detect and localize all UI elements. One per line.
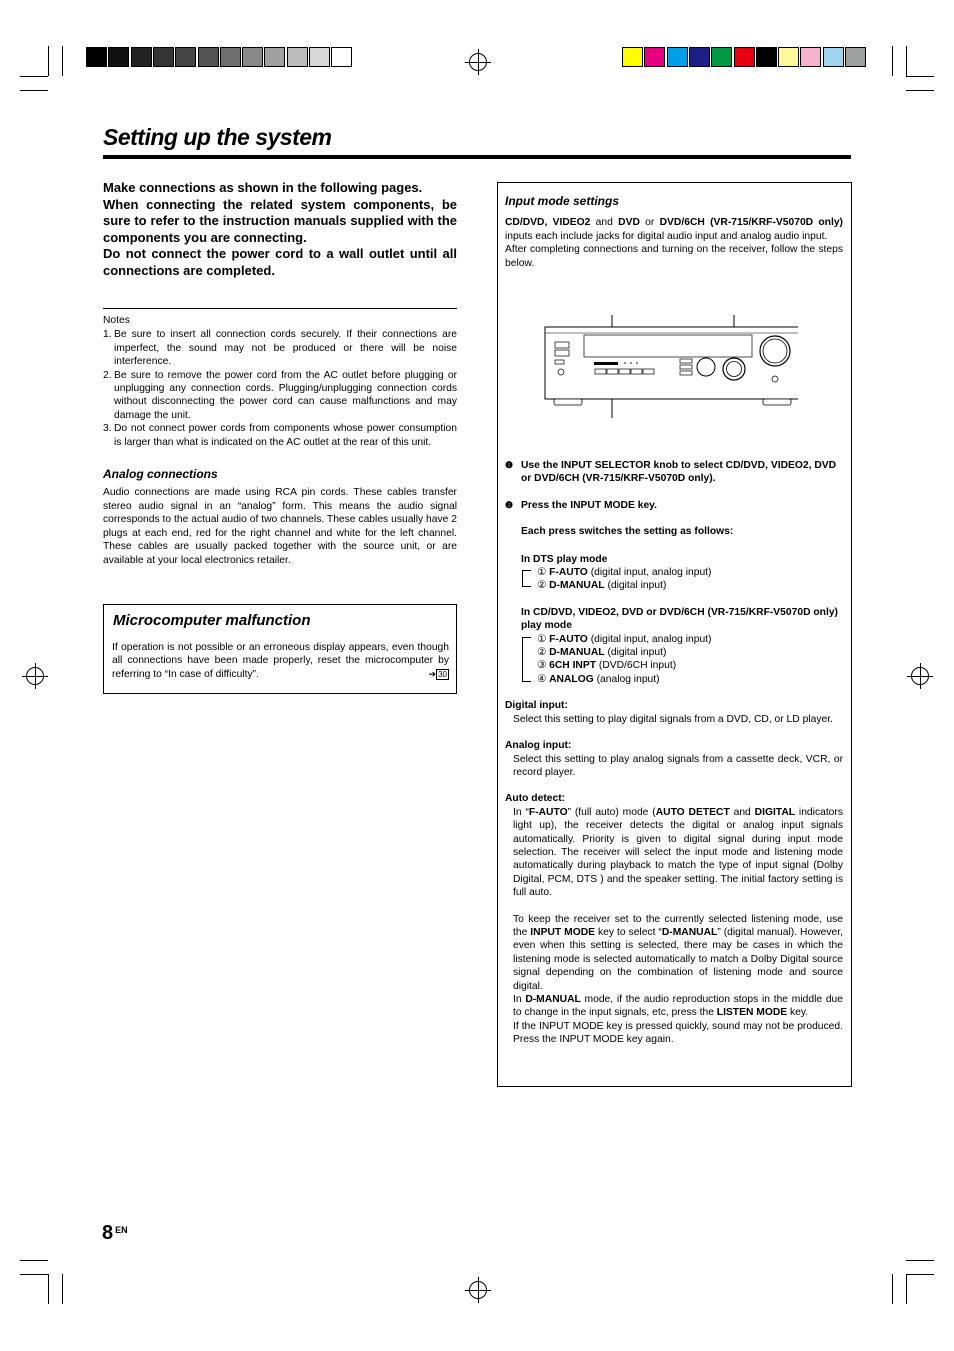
dts-options <box>505 566 843 593</box>
color-swatch <box>756 47 777 67</box>
color-swatch <box>845 47 866 67</box>
crop-mark <box>906 1274 907 1304</box>
intro-line: When connecting the related system components, be sure to refer to the instruction manuals supplied with the components you are connecting. <box>103 196 457 245</box>
gray-swatch <box>309 47 330 67</box>
gray-swatch <box>264 47 285 67</box>
registration-mark-icon <box>911 667 929 685</box>
crop-mark <box>62 1274 63 1304</box>
step-2-icon: ❷ <box>505 499 514 510</box>
crop-mark <box>62 46 63 76</box>
gray-swatch <box>331 47 352 67</box>
cd-options <box>505 633 843 687</box>
dts-heading: In DTS play mode <box>521 553 608 565</box>
microcomputer-box <box>103 604 457 694</box>
crop-mark <box>906 90 934 91</box>
option-item: ② D-MANUAL (digital input) <box>537 580 667 592</box>
analog-body: Audio connections are made using RCA pin cords. These cables transfer stereo audio signal in an “analog” form. This means the audio signal corresponds to the actual audio of two channels. These cables usually have 2 plugs at each end, red for the right channel and white for the left channel. These cables are usually packed together with the source unit, or are available at your local electronics retailer. <box>103 487 457 566</box>
notes-heading: Notes <box>103 315 130 326</box>
option-item: ① F-AUTO (digital input, analog input) <box>537 633 712 645</box>
analog-input-body: Select this setting to play analog signals from a cassette deck, VCR, or record player. <box>513 753 843 778</box>
crop-mark <box>906 46 907 76</box>
crop-mark <box>20 1260 48 1261</box>
crop-mark <box>20 90 48 91</box>
notes-section <box>103 314 457 567</box>
crop-mark <box>20 1274 48 1275</box>
crop-mark <box>906 1274 934 1275</box>
title-rule <box>103 155 851 159</box>
crop-mark <box>20 76 48 77</box>
gray-swatch <box>242 47 263 67</box>
crop-mark <box>48 1274 49 1304</box>
gray-swatch <box>86 47 107 67</box>
d-manual-text: In D-MANUAL mode, if the audio reproduction stops in the middle due to change in the input signals, etc, press the LISTEN MODE key. <box>513 994 843 1019</box>
color-swatch <box>644 47 665 67</box>
color-swatch <box>711 47 732 67</box>
cycle-arrow-icon <box>522 570 531 587</box>
micro-title: Microcomputer malfunction <box>113 612 311 629</box>
digital-input-body: Select this setting to play digital signals from a DVD, CD, or LD player. <box>513 713 833 725</box>
cd-heading: In CD/DVD, VIDEO2, DVD or DVD/6CH (VR-715/KRF-V5070D only) play mode <box>521 606 838 632</box>
auto-detect-body: In “F-AUTO” (full auto) mode (AUTO DETECT and DIGITAL indicators light up), the receiver detects the digital or analog input signals automatically. Priority is given to digital signal during input mode selection. The receiver will select the input mode and listening mode automatically during playback to match the type of input signal (Dolby Digital, PCM, DTS ) and the speaker setting. The initial factory setting is full auto. <box>513 806 843 899</box>
input-mode-intro: CD/DVD, VIDEO2 and DVD or DVD/6CH (VR-715/KRF-V5070D only) inputs each include jacks for digital audio input and analog audio input. <box>505 217 843 242</box>
divider <box>103 308 457 309</box>
option-item: ② D-MANUAL (digital input) <box>537 647 667 659</box>
color-swatch <box>667 47 688 67</box>
color-swatch <box>823 47 844 67</box>
note-item: 3. Do not connect power cords from components whose power consumption is larger than what is indicated on the AC outlet at the rear of this unit. <box>103 423 457 448</box>
intro-line: Make connections as shown in the following pages. <box>103 180 423 195</box>
gray-swatch <box>108 47 129 67</box>
gray-swatch <box>153 47 174 67</box>
gray-swatch <box>287 47 308 67</box>
input-mode-intro-2: After completing connections and turning on the receiver, follow the steps below. <box>505 244 843 269</box>
registration-mark-icon <box>469 53 487 71</box>
color-swatch <box>622 47 643 67</box>
color-swatch <box>778 47 799 67</box>
crop-mark <box>892 1274 893 1304</box>
option-item: ④ ANALOG (analog input) <box>537 673 660 685</box>
gray-swatch <box>131 47 152 67</box>
crop-mark <box>906 1260 934 1261</box>
intro-line: Do not connect the power cord to a wall outlet until all connections are completed. <box>103 246 457 278</box>
cycle-arrow-icon <box>522 637 531 682</box>
input-mode-heading: Input mode settings <box>505 194 619 208</box>
page-ref-icon: ➔ 30 <box>428 668 447 679</box>
gray-swatch <box>175 47 196 67</box>
color-swatch <box>734 47 755 67</box>
registration-mark-icon <box>26 667 44 685</box>
step-2: ❷ Press the INPUT MODE key. <box>505 499 658 511</box>
step-1: ❶ Use the INPUT SELECTOR knob to select CD/DVD, VIDEO2, DVD or DVD/6CH (VR-715/KRF-V5070D only). <box>505 460 837 485</box>
color-swatch <box>800 47 821 67</box>
gray-swatch <box>198 47 219 67</box>
option-item: ① F-AUTO (digital input, analog input) <box>537 567 712 579</box>
note-item: 2. Be sure to remove the power cord from the AC outlet before plugging or unplugging any connection cords. Plugging/unplugging connection cords without disconnecting the power cord can cause malfunctions and may damage the unit. <box>103 369 457 421</box>
receiver-front-panel-diagram <box>538 313 798 423</box>
micro-body: If operation is not possible or an erroneous display appears, even though all connections have been made properly, reset the microcomputer by referring to “In case of difficulty”. ➔ 30 <box>112 642 449 680</box>
registration-mark-icon <box>469 1281 487 1299</box>
input-mode-box <box>497 182 852 1087</box>
analog-heading: Analog connections <box>103 467 218 482</box>
intro-text <box>103 180 457 280</box>
step-2-sub: Each press switches the setting as follows: <box>521 526 734 538</box>
crop-mark <box>48 46 49 76</box>
auto-detect-heading: Auto detect: <box>505 793 566 805</box>
page-title: Setting up the system <box>103 124 332 150</box>
step-1-icon: ❶ <box>505 460 514 470</box>
quick-press-text: If the INPUT MODE key is pressed quickly, sound may not be produced. Press the INPUT MODE key again. <box>513 1020 843 1046</box>
gray-swatch <box>220 47 241 67</box>
digital-input-heading: Digital input: <box>505 700 568 712</box>
option-item: ③ 6CH INPT (DVD/6CH input) <box>537 660 677 672</box>
note-item: 1. Be sure to insert all connection cords securely. If their connections are imperfect, the sound may not be produced or there will be noise interference. <box>103 329 457 368</box>
color-swatch <box>689 47 710 67</box>
keep-mode-text: To keep the receiver set to the currently selected listening mode, use the INPUT MODE key to select “D-MANUAL” (digital manual). However, even when this setting is selected, there may be cases in which the listening mode is selected automatically to match a Dolby Digital source signal depending on the combination of listening mode and source digital. <box>513 913 843 992</box>
analog-input-heading: Analog input: <box>505 740 572 752</box>
crop-mark <box>906 76 934 77</box>
page-number: 8 $^{EN}$ <box>102 1222 128 1244</box>
crop-mark <box>892 46 893 76</box>
